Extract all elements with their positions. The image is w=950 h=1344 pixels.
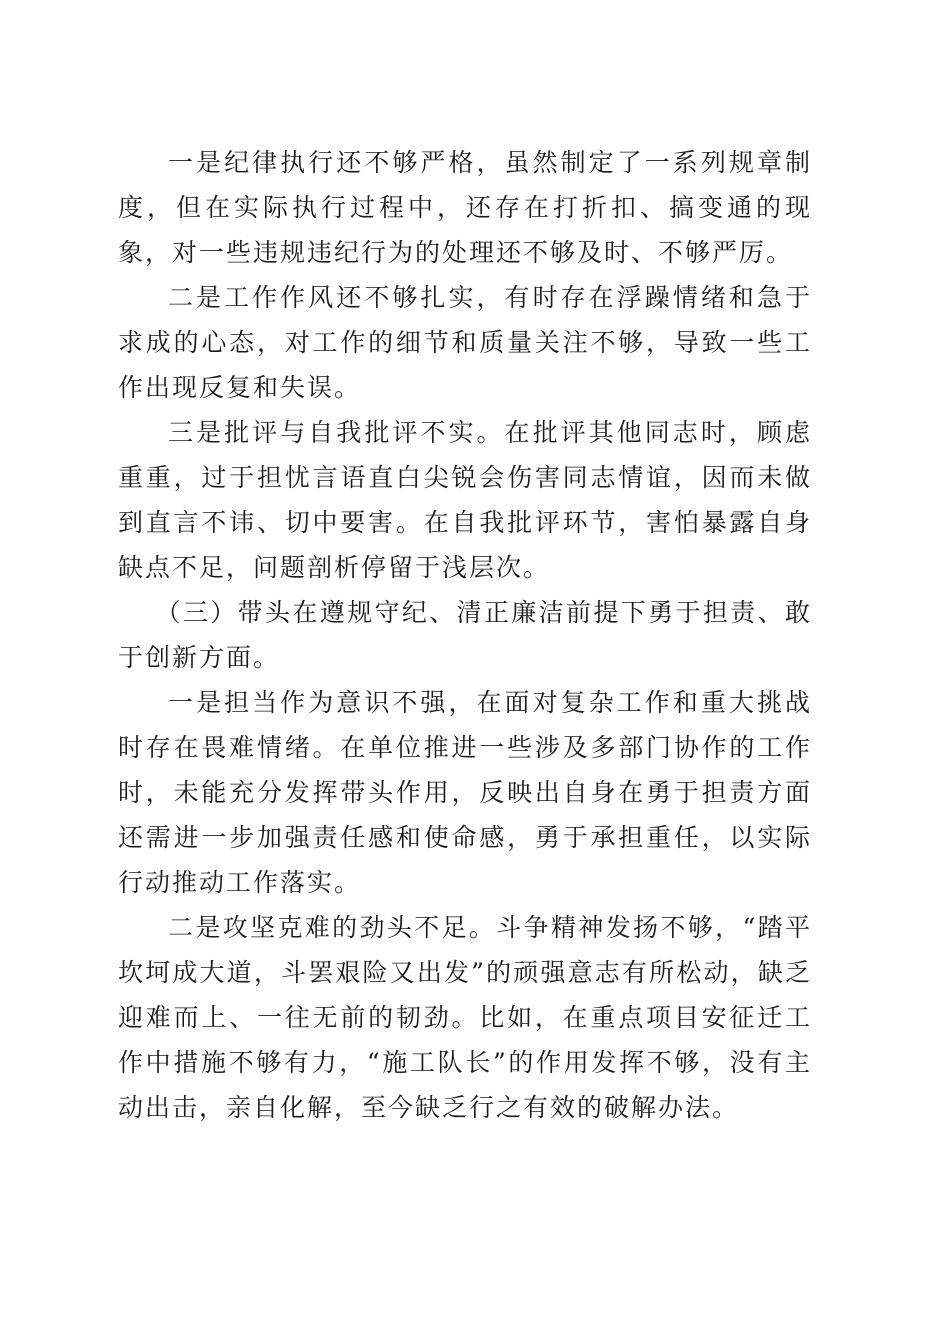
section-heading-3: （三）带头在遵规守纪、清正廉洁前提下勇于担责、敢于创新方面。 [118, 598, 812, 672]
paragraph-tackling-difficulties: 二是攻坚克难的劲头不足。斗争精神发扬不够，“踏平坎坷成大道，斗罢艰险又出发”的顽强意志有所松动，缺乏迎难而上、一往无前的韧劲。比如，在重点项目安征迁工作中措施不够有力，“施工队长”的作用发挥不够，没有主动出击，亲自化解，至今缺乏行之有效的破解办法。 [118, 913, 812, 1122]
paragraph-responsibility: 一是担当作为意识不强，在面对复杂工作和重大挑战时存在畏难情绪。在单位推进一些涉及多部门协作的工作时，未能充分发挥带头作用，反映出自身在勇于担责方面还需进一步加强责任感和使命感，勇于承担重任，以实际行动推动工作落实。 [118, 688, 812, 897]
paragraph-work-style: 二是工作作风还不够扎实，有时存在浮躁情绪和急于求成的心态，对工作的细节和质量关注不够，导致一些工作出现反复和失误。 [118, 283, 812, 402]
paragraph-discipline: 一是纪律执行还不够严格，虽然制定了一系列规章制度，但在实际执行过程中，还存在打折扣、搞变通的现象，对一些违规违纪行为的处理还不够及时、不够严厉。 [118, 148, 812, 267]
document-body [118, 140, 812, 1130]
paragraph-criticism: 三是批评与自我批评不实。在批评其他同志时，顾虑重重，过于担忧言语直白尖锐会伤害同志情谊，因而未做到直言不讳、切中要害。在自我批评环节，害怕暴露自身缺点不足，问题剖析停留于浅层次。 [118, 418, 812, 582]
